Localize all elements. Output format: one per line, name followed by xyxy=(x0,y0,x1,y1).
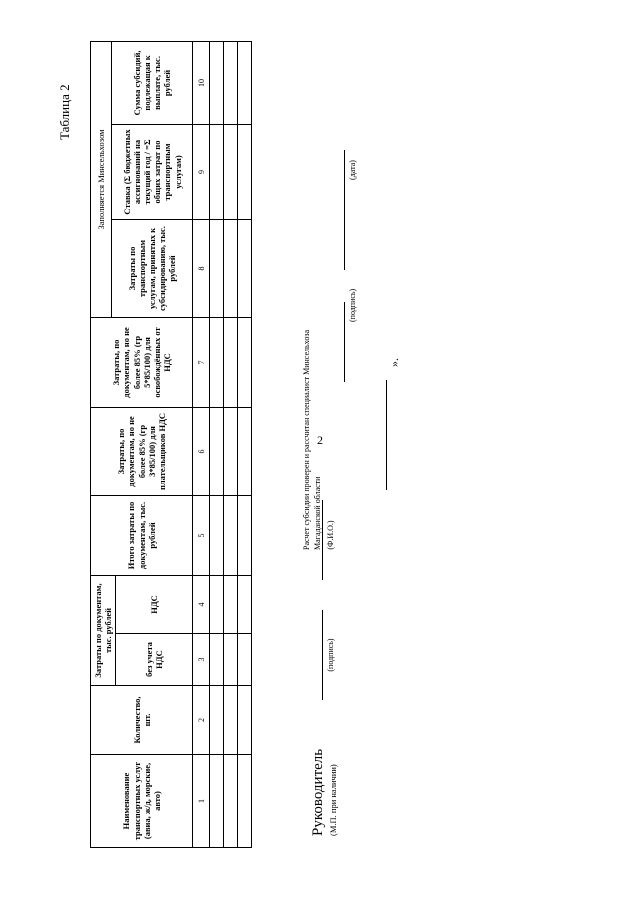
subsidy-calculation-table xyxy=(90,41,252,848)
specialist-signature-line[interactable] xyxy=(344,302,345,382)
table-cell[interactable] xyxy=(238,495,252,575)
col-header-2: Количество, шт. xyxy=(91,686,193,755)
column-number: 10 xyxy=(193,41,210,124)
col-header-5: Итого затраты по документам, тыс. рублей xyxy=(91,495,193,575)
table-cell[interactable] xyxy=(238,407,252,495)
table-cell[interactable] xyxy=(238,124,252,219)
date-caption: (дата) xyxy=(348,160,357,180)
table-cell[interactable] xyxy=(210,317,224,407)
table-cell[interactable] xyxy=(210,634,224,686)
table-cell[interactable] xyxy=(224,41,238,124)
specialist-signature-caption: (подпись) xyxy=(348,288,357,322)
col-header-7: Затраты, по документам, но не более 85% (гр 5*85/100) для освобождённых от НДС xyxy=(91,317,193,407)
table-cell[interactable] xyxy=(224,219,238,317)
quote-line[interactable] xyxy=(386,380,387,490)
group-header-costs: Затраты по документам, тыс. рублей xyxy=(91,575,116,685)
head-name-caption: (Ф.И.О.) xyxy=(326,520,335,550)
table-cell[interactable] xyxy=(224,495,238,575)
table-cell[interactable] xyxy=(238,575,252,633)
table-cell[interactable] xyxy=(224,686,238,755)
column-number: 7 xyxy=(193,317,210,407)
head-signature-line[interactable] xyxy=(322,610,323,700)
closing-quote: ». xyxy=(387,358,401,367)
column-number: 2 xyxy=(193,686,210,755)
col-header-4: НДС xyxy=(116,575,193,633)
table-cell[interactable] xyxy=(224,575,238,633)
table-cell[interactable] xyxy=(238,634,252,686)
calculation-check-note: Расчет субсидии проверен и рассчитан специалист Минсельхоза Магаданской области xyxy=(302,329,322,550)
column-number: 9 xyxy=(193,124,210,219)
table-cell[interactable] xyxy=(210,495,224,575)
col-header-10: Сумма субсидий, подлежащая к выплате, тыс. рублей xyxy=(112,41,193,124)
table-cell[interactable] xyxy=(210,124,224,219)
table-cell[interactable] xyxy=(210,686,224,755)
table-row-empty xyxy=(238,41,252,847)
table-cell[interactable] xyxy=(210,407,224,495)
column-number: 4 xyxy=(193,575,210,633)
table-cell[interactable] xyxy=(238,755,252,848)
table-cell[interactable] xyxy=(224,407,238,495)
table-cell[interactable] xyxy=(210,575,224,633)
table-cell[interactable] xyxy=(210,219,224,317)
table-cell[interactable] xyxy=(238,317,252,407)
table-cell[interactable] xyxy=(224,755,238,848)
table-cell[interactable] xyxy=(238,219,252,317)
column-number: 5 xyxy=(193,495,210,575)
col-header-3: без учета НДС xyxy=(116,634,193,686)
head-stamp-note: (М.П. при наличии) xyxy=(328,764,338,836)
column-number: 8 xyxy=(193,219,210,317)
table-cell[interactable] xyxy=(210,755,224,848)
column-number: 6 xyxy=(193,407,210,495)
column-number: 1 xyxy=(193,755,210,848)
date-line[interactable] xyxy=(344,150,345,270)
col-header-6: Затраты, по документам, но не более 85% (гр 3*85/100) для плательщиков НДС xyxy=(91,407,193,495)
group-header-ministry: Заполняется Минсельхозом xyxy=(91,41,112,317)
col-header-8: Затраты по транспортным услугам, принятых к субсидированию, тыс. рублей xyxy=(112,219,193,317)
table-cell[interactable] xyxy=(224,634,238,686)
table-cell[interactable] xyxy=(238,41,252,124)
col-header-9: Ставка (Σ бюджетных ассигнований на текущий год / =Σ общих затрат по транспортным услугам) xyxy=(112,124,193,219)
head-title: Руководитель xyxy=(310,748,326,836)
head-signature-caption: (подпись) xyxy=(326,638,335,672)
table-caption: Таблица 2 xyxy=(57,84,72,140)
col-header-1: Наименование транспортных услуг (авиа, ж/д, морские, авто) xyxy=(91,755,193,848)
table-cell[interactable] xyxy=(224,124,238,219)
table-cell[interactable] xyxy=(224,317,238,407)
table-row-empty xyxy=(224,41,238,847)
rotated-sheet xyxy=(2,20,592,870)
table-cell[interactable] xyxy=(238,686,252,755)
column-number: 3 xyxy=(193,634,210,686)
column-number-row xyxy=(193,41,210,847)
table-row-empty xyxy=(210,41,224,847)
table-cell[interactable] xyxy=(210,41,224,124)
page-number: 2 xyxy=(317,433,323,447)
